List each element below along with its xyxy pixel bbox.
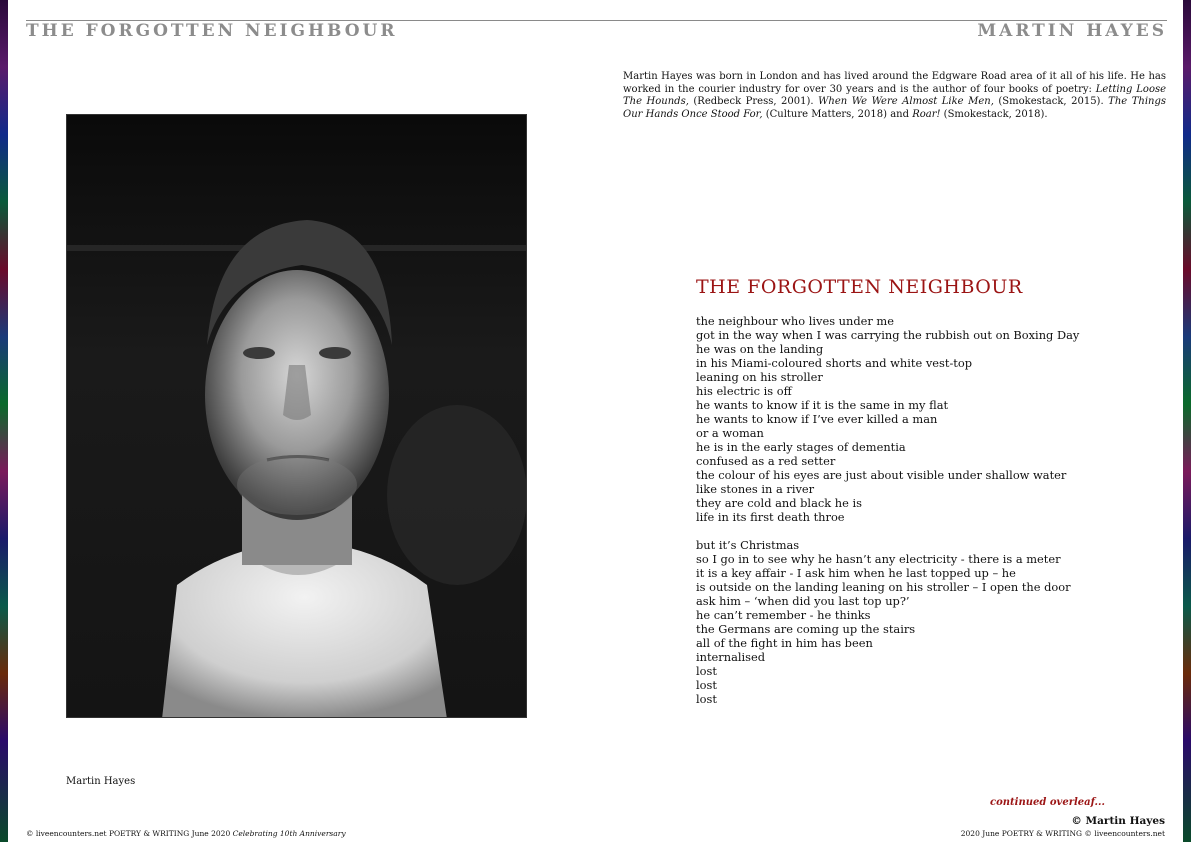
author-bio: Martin Hayes was born in London and has lived around the Edgware Road area of it all of his life. He has worked in the courier industry for over 30 years and is the author of four books of poetry: Letting Loose The Hounds, (Redbeck Press, 2001). When We Were Almost Like Men, (Smokestack, 2015). The Things Our Hands Once Stood For, (Culture Matters, 2018) and Roar! (Smokestack, 2018). <box>623 71 1167 120</box>
poem-line: lost <box>696 664 717 678</box>
poem-line: life in its first death throe <box>696 510 845 524</box>
footer-left: © liveencounters.net POETRY & WRITING June 2020 Celebrating 10th Anniversary <box>26 829 346 838</box>
poem-title: THE FORGOTTEN NEIGHBOUR <box>696 276 1023 298</box>
photo-caption: Martin Hayes <box>66 776 136 787</box>
continued-overleaf-note: continued overleaf... <box>990 797 1105 808</box>
poem-line: his electric is off <box>696 384 792 398</box>
poem-line: they are cold and black he is <box>696 496 862 510</box>
poem-line: the Germans are coming up the stairs <box>696 622 916 636</box>
poem-line: lost <box>696 678 717 692</box>
poem-line: is outside on the landing leaning on his stroller – I open the door <box>696 580 1071 594</box>
header-left-title: THE FORGOTTEN NEIGHBOUR <box>26 21 398 41</box>
poem-line: or a woman <box>696 426 764 440</box>
poem-line: internalised <box>696 650 766 664</box>
poem-line: like stones in a river <box>696 482 815 496</box>
right-edge-decoration <box>1183 0 1191 842</box>
author-portrait-photo <box>66 114 527 718</box>
poem-line: he wants to know if it is the same in my flat <box>696 398 949 412</box>
poem-line: he can’t remember - he thinks <box>696 608 871 622</box>
poem-line: confused as a red setter <box>696 454 836 468</box>
poem-line: got in the way when I was carrying the rubbish out on Boxing Day <box>696 328 1080 342</box>
copyright-author: © Martin Hayes <box>1071 815 1165 827</box>
poem-body <box>696 314 1079 706</box>
poem-line: but it’s Christmas <box>696 538 800 552</box>
poem-line: he is in the early stages of dementia <box>696 440 906 454</box>
poem-line: all of the fight in him has been <box>696 636 873 650</box>
poem-line: he was on the landing <box>696 342 824 356</box>
header-right-author: MARTIN HAYES <box>977 21 1167 41</box>
poem-line: the neighbour who lives under me <box>696 314 894 328</box>
poem-line: it is a key affair - I ask him when he last topped up – he <box>696 566 1016 580</box>
poem-line: ask him – ‘when did you last top up?’ <box>696 594 910 608</box>
poem-line: the colour of his eyes are just about visible under shallow water <box>696 468 1067 482</box>
poem-line: in his Miami-coloured shorts and white vest-top <box>696 356 973 370</box>
left-edge-decoration <box>0 0 8 842</box>
poem-line: leaning on his stroller <box>696 370 823 384</box>
poem-line: he wants to know if I’ve ever killed a man <box>696 412 938 426</box>
poem-line: so I go in to see why he hasn’t any electricity - there is a meter <box>696 552 1061 566</box>
footer-right: 2020 June POETRY & WRITING © liveencounters.net <box>960 829 1165 838</box>
stanza-break <box>696 524 1079 538</box>
poem-line: lost <box>696 692 717 706</box>
